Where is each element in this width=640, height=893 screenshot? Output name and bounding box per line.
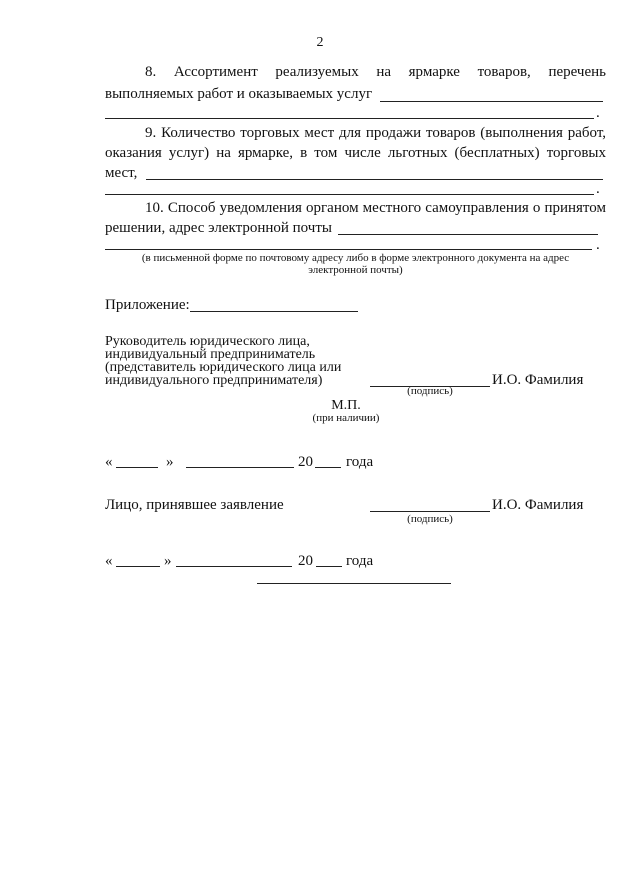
head-line4: индивидуального предпринимателя) xyxy=(105,373,323,388)
receiver-signature-line[interactable] xyxy=(370,511,490,512)
item10-end-mark: . xyxy=(596,237,600,253)
item9-line3: мест, xyxy=(105,165,138,181)
receiver-name: И.О. Фамилия xyxy=(492,497,584,513)
receiver-signature-caption: (подпись) xyxy=(407,513,453,525)
stamp-label: М.П. xyxy=(331,398,361,413)
item9-fill-line-2[interactable] xyxy=(105,194,594,195)
item8-fill-line-2[interactable] xyxy=(105,118,594,119)
date1-century: 20 xyxy=(298,454,313,470)
date1-open-quote: « xyxy=(105,454,113,470)
head-line1: Руководитель юридического лица, xyxy=(105,334,310,349)
receiver-label: Лицо, принявшее заявление xyxy=(105,497,284,513)
item10-hint-line1: (в письменной форме по почтовому адресу либо в форме электронного документа на адрес xyxy=(141,252,570,264)
date1-year-word: года xyxy=(346,454,374,470)
date2-close-quote: » xyxy=(164,553,172,569)
stamp-note: (при наличии) xyxy=(312,412,380,424)
item8-end-mark: . xyxy=(596,105,600,121)
item9-line1: 9. Количество торговых мест для продажи товаров (выполнения работ, xyxy=(145,125,606,141)
item8-fill-line-1[interactable] xyxy=(380,101,603,102)
item8-line2: выполняемых работ и оказываемых услуг xyxy=(105,86,373,102)
closing-separator xyxy=(257,583,451,584)
date2-month-line[interactable] xyxy=(176,566,292,567)
item9-fill-line-1[interactable] xyxy=(146,179,603,180)
head-line3: (представитель юридического лица или xyxy=(105,360,342,375)
date1-month-line[interactable] xyxy=(186,467,294,468)
item10-fill-line-2[interactable] xyxy=(105,249,592,250)
page-number: 2 xyxy=(316,35,324,50)
head-name: И.О. Фамилия xyxy=(492,372,584,388)
date1-day-line[interactable] xyxy=(116,467,158,468)
head-signature-caption: (подпись) xyxy=(407,385,453,397)
head-line2: индивидуальный предприниматель xyxy=(105,347,316,362)
date1-year-line[interactable] xyxy=(315,467,341,468)
item8-line1: 8. Ассортимент реализуемых на ярмарке товаров, перечень xyxy=(145,64,606,80)
item10-fill-line-1[interactable] xyxy=(338,234,598,235)
item10-line2: решении, адрес электронной почты xyxy=(105,220,332,236)
date2-day-line[interactable] xyxy=(116,566,160,567)
item9-end-mark: . xyxy=(596,181,600,197)
date1-close-quote: » xyxy=(166,454,174,470)
date2-open-quote: « xyxy=(105,553,113,569)
date2-century: 20 xyxy=(298,553,313,569)
attachment-label: Приложение: xyxy=(105,297,190,313)
attachment-fill-line[interactable] xyxy=(190,311,358,312)
item10-line1: 10. Способ уведомления органом местного самоуправления о принятом xyxy=(145,200,606,216)
date2-year-line[interactable] xyxy=(316,566,342,567)
item9-line2: оказания услуг) на ярмарке, в том числе льготных (бесплатных) торговых xyxy=(105,145,606,161)
date2-year-word: года xyxy=(346,553,374,569)
item10-hint-line2: электронной почты) xyxy=(308,264,403,276)
